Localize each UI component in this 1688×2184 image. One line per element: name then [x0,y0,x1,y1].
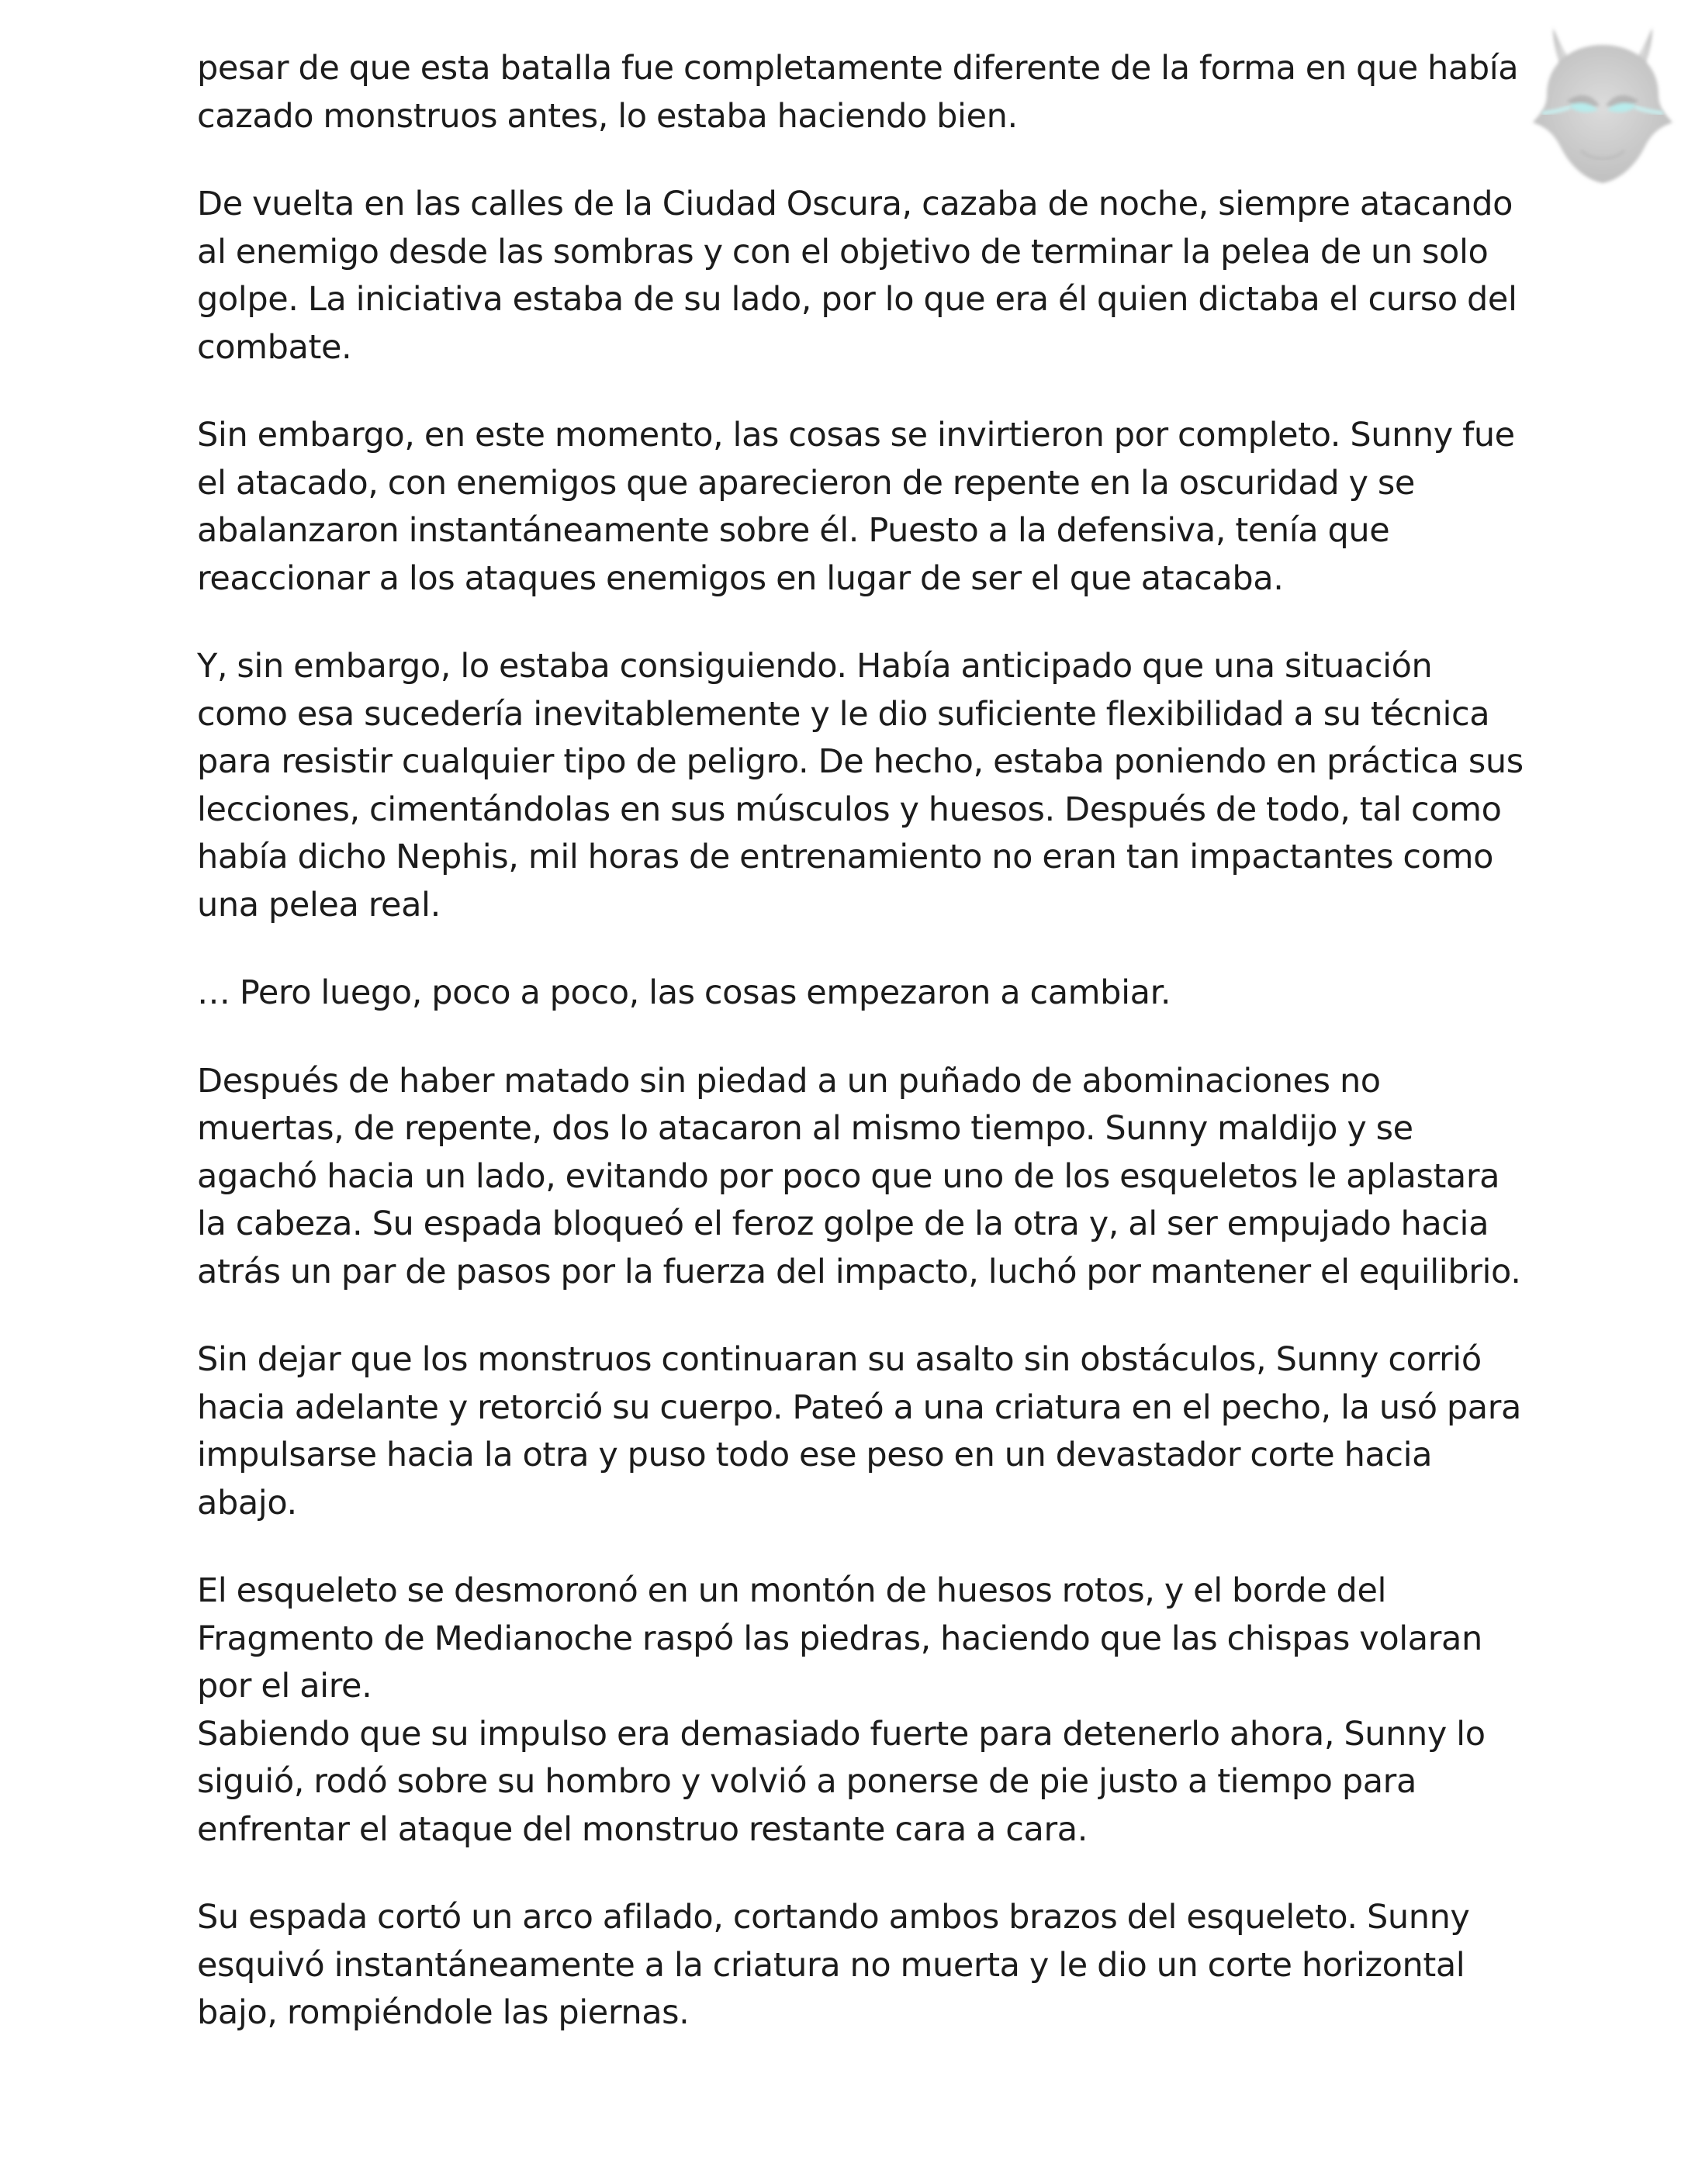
chapter-text [197,45,1524,2078]
paragraph: El esqueleto se desmoronó en un montón de huesos rotos, y el borde del Fragmento de Medianoche raspó las piedras, haciendo que las chispas volaran por el aire. [197,1571,1482,1705]
paragraph: Y, sin embargo, lo estaba consiguiendo. Había anticipado que una situación como esa sucedería inevitablemente y le dio suficiente flexibilidad a su técnica para resistir cualquier tipo de peligro. De hecho, estaba poniendo en práctica sus lecciones, cimentándolas en sus músculos y huesos. Después de todo, tal como había dicho Nephis, mil horas de entrenamiento no eran tan impactantes como una pelea real. [197,647,1524,924]
paragraph: pesar de que esta batalla fue completamente diferente de la forma en que había cazado monstruos antes, lo estaba haciendo bien. [197,49,1519,136]
paragraph: Después de haber matado sin piedad a un puñado de abominaciones no muertas, de repente, dos lo atacaron al mismo tiempo. Sunny maldijo y se agachó hacia un lado, evitando por poco que uno de los esqueletos le aplastara la cabeza. Su espada bloqueó el feroz golpe de la otra y, al ser empujado hacia atrás un par de pasos por la fuerza del impacto, luchó por mantener el equilibrio. [197,1061,1521,1291]
demon-mask-icon [1527,14,1679,186]
paragraph: Sin embargo, en este momento, las cosas se invirtieron por completo. Sunny fue el atacado, con enemigos que aparecieron de repente en la oscuridad y se abalanzaron instantáneamente sobre él. Puesto a la defensiva, tenía que reaccionar a los ataques enemigos en lugar de ser el que atacaba. [197,416,1515,598]
paragraph: Su espada cortó un arco afilado, cortando ambos brazos del esqueleto. Sunny esquivó instantáneamente a la criatura no muerta y le dio un corte horizontal bajo, rompiéndole las piernas. [197,1898,1470,2032]
paragraph: Sabiendo que su impulso era demasiado fuerte para detenerlo ahora, Sunny lo siguió, rodó sobre su hombro y volvió a ponerse de pie justo a tiempo para enfrentar el ataque del monstruo restante cara a cara. [197,1714,1486,1849]
paragraph: De vuelta en las calles de la Ciudad Oscura, cazaba de noche, siempre atacando al enemigo desde las sombras y con el objetivo de terminar la pelea de un solo golpe. La iniciativa estaba de su lado, por lo que era él quien dictaba el curso del combate. [197,185,1517,367]
paragraph: … Pero luego, poco a poco, las cosas empezaron a cambiar. [197,973,1171,1012]
paragraph: Sin dejar que los monstruos continuaran su asalto sin obstáculos, Sunny corrió hacia adelante y retorció su cuerpo. Pateó a una criatura en el pecho, la usó para impulsarse hacia la otra y puso todo ese peso en un devastador corte hacia abajo. [197,1340,1521,1522]
